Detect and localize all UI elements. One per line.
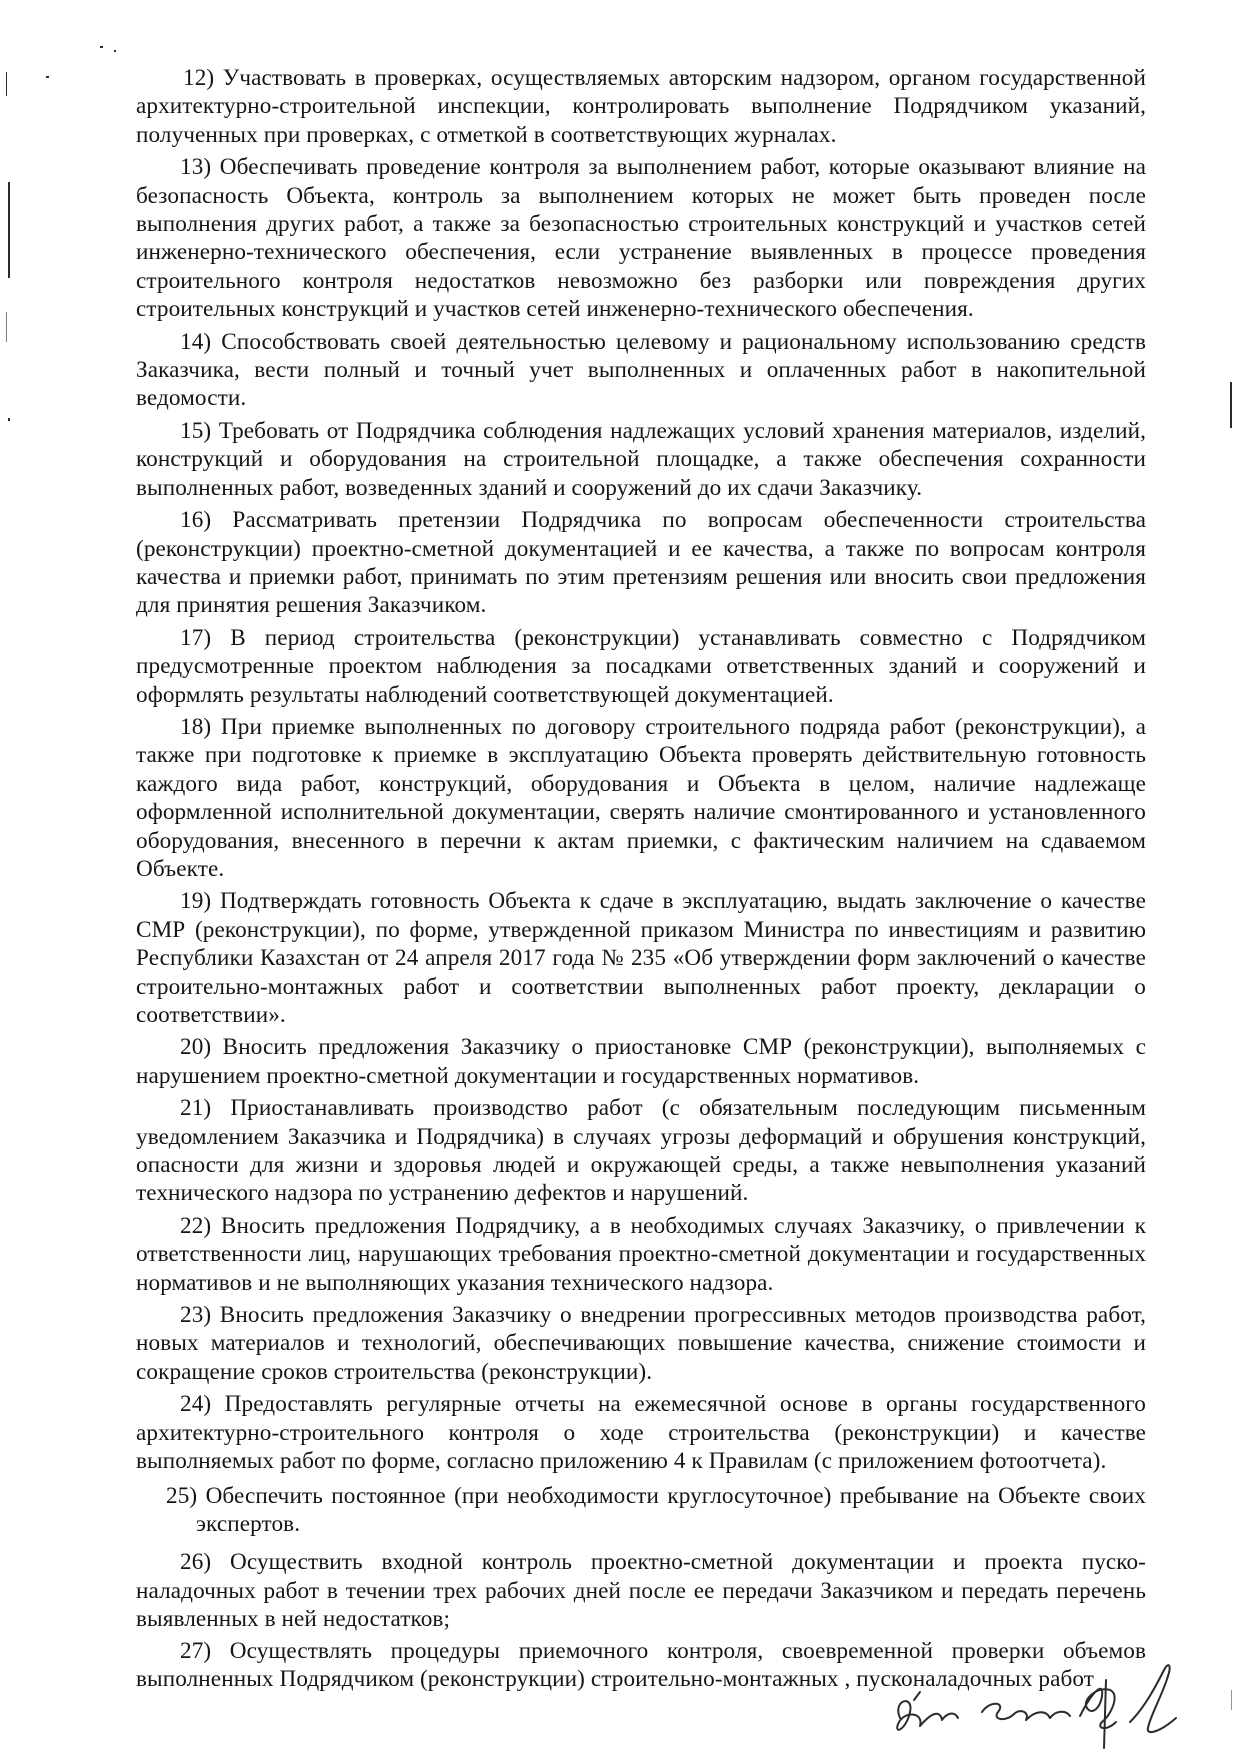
document-body <box>136 64 1146 1697</box>
clause-18: 18) При приемке выполненных по договору строительного подряда работ (реконструкции), а также при подготовке к приемке в эксплуатацию Объекта проверять действительную готовность каждого вида работ, конструкций, оборудования и Объекта в целом, наличие надлежаще оформленной исполнительной документации, сверять наличие смонтированного и установленного оборудования, внесенного в перечни к актам приемки, с фактическим наличием на сдаваемом Объекте. <box>136 713 1146 882</box>
clause-12: 12) Участвовать в проверках, осуществляемых авторским надзором, органом государственной архитектурно-строительной инспекции, контролировать выполнение Подрядчиком указаний, полученных при проверках, с отметкой в соответствующих журналах. <box>136 65 1146 148</box>
clause-15: 15) Требовать от Подрядчика соблюдения надлежащих условий хранения материалов, изделий, конструкций и оборудования на строительной площадке, а также обеспечения сохранности выполненных работ, возведенных зданий и сооружений до их сдачи Заказчику. <box>136 417 1146 501</box>
clause-22: 22) Вносить предложения Подрядчику, а в необходимых случаях Заказчику, о привлечении к ответственности лиц, нарушающих требования проектно-сметной документации и государственных нормативов и не выполняющих указания технического надзора. <box>136 1212 1146 1296</box>
scan-edge-mark <box>8 182 10 278</box>
clause-24: 24) Предоставлять регулярные отчеты на ежемесячной основе в органы государственного архитектурно-строительного контроля о ходе строительства (реконструкции) и качестве выполняемых работ по форме, согласно приложению 4 к Правилам (с приложением фотоотчета). <box>136 1391 1146 1475</box>
clause-23: 23) Вносить предложения Заказчику о внедрении прогрессивных методов производства работ, новых материалов и технологий, обеспечивающих повышение качества, снижение стоимости и сокращение сроков строительства (реконструкции). <box>136 1302 1146 1385</box>
clause-16: 16) Рассматривать претензии Подрядчика по вопросам обеспеченности строительства (реконструкции) проектно-сметной документацией и ее качества, а также по вопросам контроля качества и приемки работ, принимать по этим претензиям решения или вносить свои предложения для принятия решения Заказчиком. <box>136 507 1146 619</box>
clause-13: 13) Обеспечивать проведение контроля за выполнением работ, которые оказывают влияние на безопасность Объекта, контроль за выполнением которых не может быть проведен после выполнения других работ, а также за безопасностью строительных конструкций и участков сетей инженерно-технического обеспечения, если устранение выявленных в процессе проведения строительного контроля недостатков невозможно без разборки или повреждения других строительных конструкций и участков сетей инженерно-технического обеспечения. <box>136 154 1146 323</box>
scan-speck <box>8 418 10 421</box>
clause-25: 25) Обеспечить постоянное (при необходимости круглосуточное) пребывание на Объекте своих экспертов. <box>166 1482 1146 1537</box>
scan-edge-mark <box>6 72 7 96</box>
scan-speck <box>114 50 116 52</box>
scan-speck <box>100 46 103 48</box>
scan-edge-mark <box>6 312 7 342</box>
clause-19: 19) Подтверждать готовность Объекта к сдаче в эксплуатацию, выдать заключение о качестве СМР (реконструкции), по форме, утвержденной приказом Министра по инвестициям и развитию Республики Казахстан от 24 апреля 2017 года № 235 «Об утверждении форм заключений о качестве строительно-монтажных работ и соответствии выполненных работ проекту, декларации о соответствии». <box>136 888 1146 1028</box>
clause-26: 26) Осуществить входной контроль проектно-сметной документации и проекта пуско-наладочных работ в течении трех рабочих дней после ее передачи Заказчиком и передать перечень выявленных в ней недостатков; <box>136 1549 1146 1633</box>
clause-14: 14) Способствовать своей деятельностью целевому и рациональному использованию средств Заказчика, вести полный и точный учет выполненных и оплаченных работ в накопительной ведомости. <box>136 328 1146 412</box>
scan-edge-mark <box>1231 1690 1232 1710</box>
scan-speck <box>46 76 49 78</box>
clause-21: 21) Приостанавливать производство работ (с обязательным последующим письменным уведомлением Заказчика и Подрядчика) в случаях угрозы деформаций и обрушения конструкций, опасности для жизни и здоровья людей и окружающей среды, а также невыполнения указаний технического надзора по устранению дефектов и нарушений. <box>136 1095 1146 1207</box>
clause-20: 20) Вносить предложения Заказчику о приостановке СМР (реконструкции), выполняемых с нарушением проектно-сметной документации и государственных нормативов. <box>136 1034 1146 1089</box>
scan-edge-mark <box>1230 382 1232 428</box>
handwritten-signature <box>880 1640 1210 1750</box>
clause-27: 27) Осуществлять процедуры приемочного контроля, своевременной проверки объемов выполненных Подрядчиком (реконструкции) строительно-монтажных , пусконаладочных работ <box>136 1637 1146 1692</box>
clause-17: 17) В период строительства (реконструкции) устанавливать совместно с Подрядчиком предусмотренные проектом наблюдения за посадками ответственных зданий и сооружений и оформлять результаты наблюдений соответствующей документацией. <box>136 624 1146 708</box>
